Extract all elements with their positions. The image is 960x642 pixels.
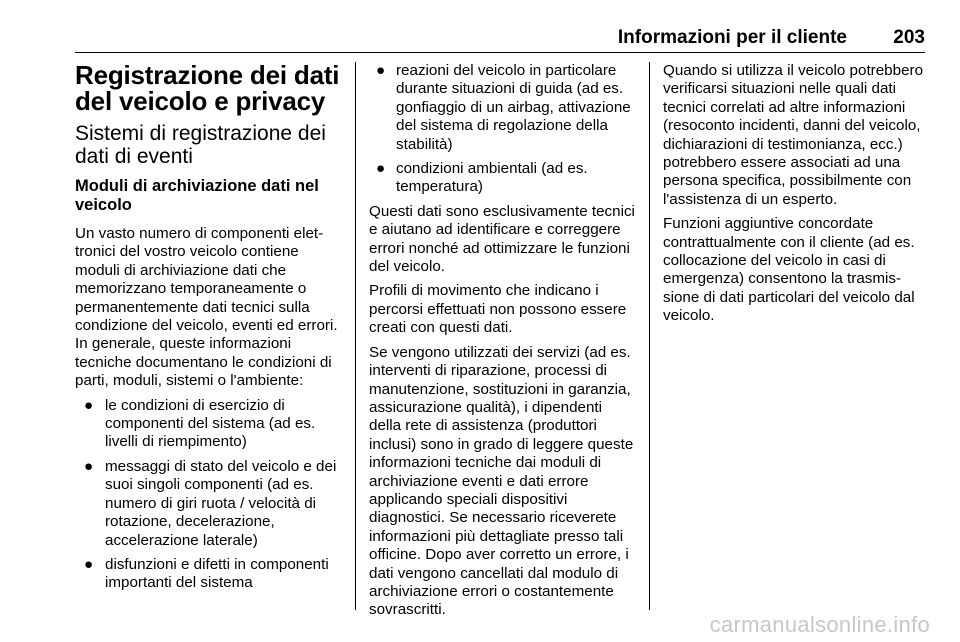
paragraph: Quando si utilizza il veicolo potrebbero verificarsi situazioni nelle quali dati tecnici correlati ad altre informazioni (resoconto incidenti, danni del veicolo, dichiarazioni di testimonianza, ecc.) potrebbero essere associati ad una persona specifica, possibilmente con l'assistenza di un esperto. [663,62,924,208]
header-title: Informazioni per il cliente [617,27,847,48]
list-item [75,458,347,550]
bullet-icon: ● [84,457,94,475]
bullet-list [369,62,635,197]
topic-heading: Moduli di archiviazione dati nel veicolo [75,177,319,214]
page-header [75,24,925,53]
paragraph: Questi dati sono esclusivamente tecnici e aiutano ad identificare e correggere errori nonché ad ottimizzare le funzioni del veicolo. [369,202,635,276]
list-item [75,556,347,593]
bullet-list [75,397,347,593]
bullet-icon: ● [376,160,386,178]
bullet-icon: ● [84,555,94,573]
column-2 [369,62,635,626]
watermark: carmanualsonline.info [709,612,930,637]
list-item-text: le condizioni di esercizio di componenti del sistema (ad es. livelli di riempimento) [105,396,316,451]
subsection-heading: Sistemi di registrazione dei dati di eventi [75,122,326,168]
list-item [75,397,347,452]
list-item [369,160,635,197]
column-3 [663,62,927,332]
list-item-text: messaggi di stato del veicolo e dei suoi singoli componenti (ad es. numero di giri ruota / velocità di rotazione, decelerazione, accelerazione laterale) [105,457,337,549]
bullet-icon: ● [376,62,386,79]
list-item-text: disfunzioni e difetti in componenti importanti del sistema [105,555,329,592]
column-divider-2 [649,62,650,610]
paragraph: Profili di movimento che indicano i percorsi effettuati non possono essere creati con questi dati. [369,282,627,337]
column-1 [75,62,347,599]
page-number: 203 [893,27,925,48]
intro-paragraph: Un vasto numero di componenti elettronici del vostro veicolo contiene moduli di archiviazione dati che memorizzano temporaneamente o permanentemente dati tecnici sulla condizione del veicolo, eventi ed errori. In generale, queste informazioni tecniche documentano le condizioni di parti, moduli, sistemi o l'ambiente: [75,225,338,390]
list-item [369,62,635,154]
bullet-icon: ● [84,396,94,414]
list-item-text: condizioni ambientali (ad es. temperatura) [396,160,588,196]
paragraph: Funzioni aggiuntive concordate contrattualmente con il cliente (ad es. collocazione del veicolo in casi di emergenza) consentono la trasmissione di dati particolari del veicolo dal veicolo. [663,215,915,325]
paragraph: Se vengono utilizzati dei servizi (ad es. interventi di riparazione, processi di manutenzione, sostituzioni in garanzia, assicurazione qualità), i dipendenti della rete di assistenza (produttori inclusi) sono in grado di leggere queste informazioni tecniche dai moduli di archiviazione eventi e dati errore applicando speciali dispositivi diagnostici. Se necessario riceverete informazioni più dettagliate presso tali officine. Dopo aver corretto un errore, i dati vengono cancellati dal modulo di archiviazione errori o costantemente sovrascritti. [369,343,634,619]
section-heading: Registrazione dei dati del veicolo e privacy [75,60,340,116]
column-divider-1 [355,62,356,610]
list-item-text: reazioni del veicolo in particolare durante situazioni di guida (ad es. gonfiaggio di un airbag, attivazione del sistema di regolazione della stabilità) [396,62,631,153]
